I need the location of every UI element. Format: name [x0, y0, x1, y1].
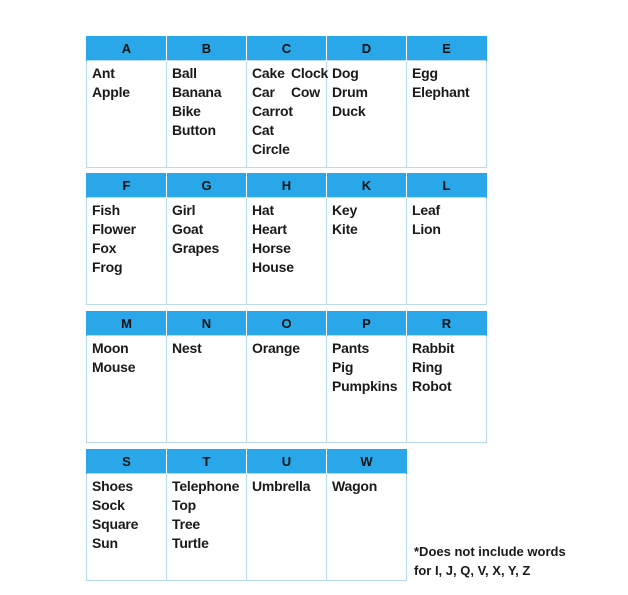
word: Banana [172, 84, 222, 100]
word: Pumpkins [332, 378, 398, 394]
word: Dog [332, 65, 359, 81]
word: Cake [252, 65, 285, 81]
word: Elephant [412, 84, 470, 100]
word-row [87, 198, 487, 305]
word: Tree [172, 516, 200, 532]
word-cell-r [407, 336, 487, 443]
word-cell-d [327, 61, 407, 168]
word: Leaf [412, 202, 440, 218]
word: Car [252, 84, 275, 100]
word-cell-a [87, 61, 167, 168]
column-header-s: S [87, 449, 167, 474]
word-cell-u [247, 474, 327, 581]
word: Square [92, 516, 139, 532]
word: Ant [92, 65, 115, 81]
column-header-h: H [247, 173, 327, 198]
column-header-t: T [167, 449, 247, 474]
word-cell-k [327, 198, 407, 305]
word: Top [172, 497, 197, 513]
word: Grapes [172, 240, 220, 256]
column-header-e: E [407, 36, 487, 61]
word: Pig [332, 359, 354, 375]
word-cell-g [167, 198, 247, 305]
word: Shoes [92, 478, 134, 494]
word: Moon [92, 340, 129, 356]
word: Pants [332, 340, 370, 356]
word-pair [252, 83, 321, 102]
word: Turtle [172, 535, 209, 551]
word: Kite [332, 221, 358, 237]
word-cell-o [247, 336, 327, 443]
word-cell-e [407, 61, 487, 168]
column-header-a: A [87, 36, 167, 61]
word: Clock [291, 65, 329, 81]
footnote [414, 542, 566, 580]
word-table-s-to-w [86, 449, 407, 581]
word-table-a-to-e [86, 36, 487, 168]
word-cell-f [87, 198, 167, 305]
header-row [87, 173, 487, 198]
column-header-g: G [167, 173, 247, 198]
word-cell-w [327, 474, 407, 581]
word: Umbrella [252, 478, 311, 494]
header-row [87, 36, 487, 61]
word-cell-h [247, 198, 327, 305]
column-header-n: N [167, 311, 247, 336]
column-header-k: K [327, 173, 407, 198]
word: Wagon [332, 478, 378, 494]
word: Robot [412, 378, 452, 394]
word: Sock [92, 497, 125, 513]
column-header-b: B [167, 36, 247, 61]
header-row [87, 449, 407, 474]
word: Rabbit [412, 340, 455, 356]
word-row [87, 474, 407, 581]
word: Heart [252, 221, 287, 237]
word: Fox [92, 240, 117, 256]
word: Frog [92, 259, 123, 275]
word-table-m-to-r [86, 311, 487, 443]
word: Fish [92, 202, 120, 218]
word-row [87, 61, 487, 168]
word: Apple [92, 84, 130, 100]
word: Ball [172, 65, 197, 81]
word: Sun [92, 535, 118, 551]
word: Key [332, 202, 358, 218]
word-cell-n [167, 336, 247, 443]
word-cell-t [167, 474, 247, 581]
word: Horse [252, 240, 291, 256]
word: Ring [412, 359, 443, 375]
word: Egg [412, 65, 438, 81]
word-cell-m [87, 336, 167, 443]
word: Bike [172, 103, 201, 119]
word-cell-l [407, 198, 487, 305]
header-row [87, 311, 487, 336]
column-header-d: D [327, 36, 407, 61]
word: House [252, 259, 294, 275]
word: Duck [332, 103, 366, 119]
word: Lion [412, 221, 441, 237]
word: Hat [252, 202, 274, 218]
word: Mouse [92, 359, 136, 375]
word-cell-b [167, 61, 247, 168]
column-header-r: R [407, 311, 487, 336]
word: Cow [291, 84, 320, 100]
word-cell-p [327, 336, 407, 443]
column-header-m: M [87, 311, 167, 336]
word-row [87, 336, 487, 443]
word: Cat [252, 122, 274, 138]
word-cell-c [247, 61, 327, 168]
footnote-line: *Does not include words [414, 544, 566, 559]
column-header-f: F [87, 173, 167, 198]
column-header-o: O [247, 311, 327, 336]
word-table-f-to-l [86, 173, 487, 305]
column-header-p: P [327, 311, 407, 336]
word: Nest [172, 340, 202, 356]
word-cell-s [87, 474, 167, 581]
column-header-c: C [247, 36, 327, 61]
word: Flower [92, 221, 136, 237]
word: Carrot [252, 103, 293, 119]
word: Telephone [172, 478, 240, 494]
word: Button [172, 122, 216, 138]
word: Orange [252, 340, 300, 356]
word-pair [252, 64, 329, 83]
word: Goat [172, 221, 204, 237]
footnote-line: for I, J, Q, V, X, Y, Z [414, 563, 531, 578]
column-header-u: U [247, 449, 327, 474]
word: Circle [252, 141, 290, 157]
word: Girl [172, 202, 196, 218]
column-header-w: W [327, 449, 407, 474]
column-header-l: L [407, 173, 487, 198]
word: Drum [332, 84, 368, 100]
